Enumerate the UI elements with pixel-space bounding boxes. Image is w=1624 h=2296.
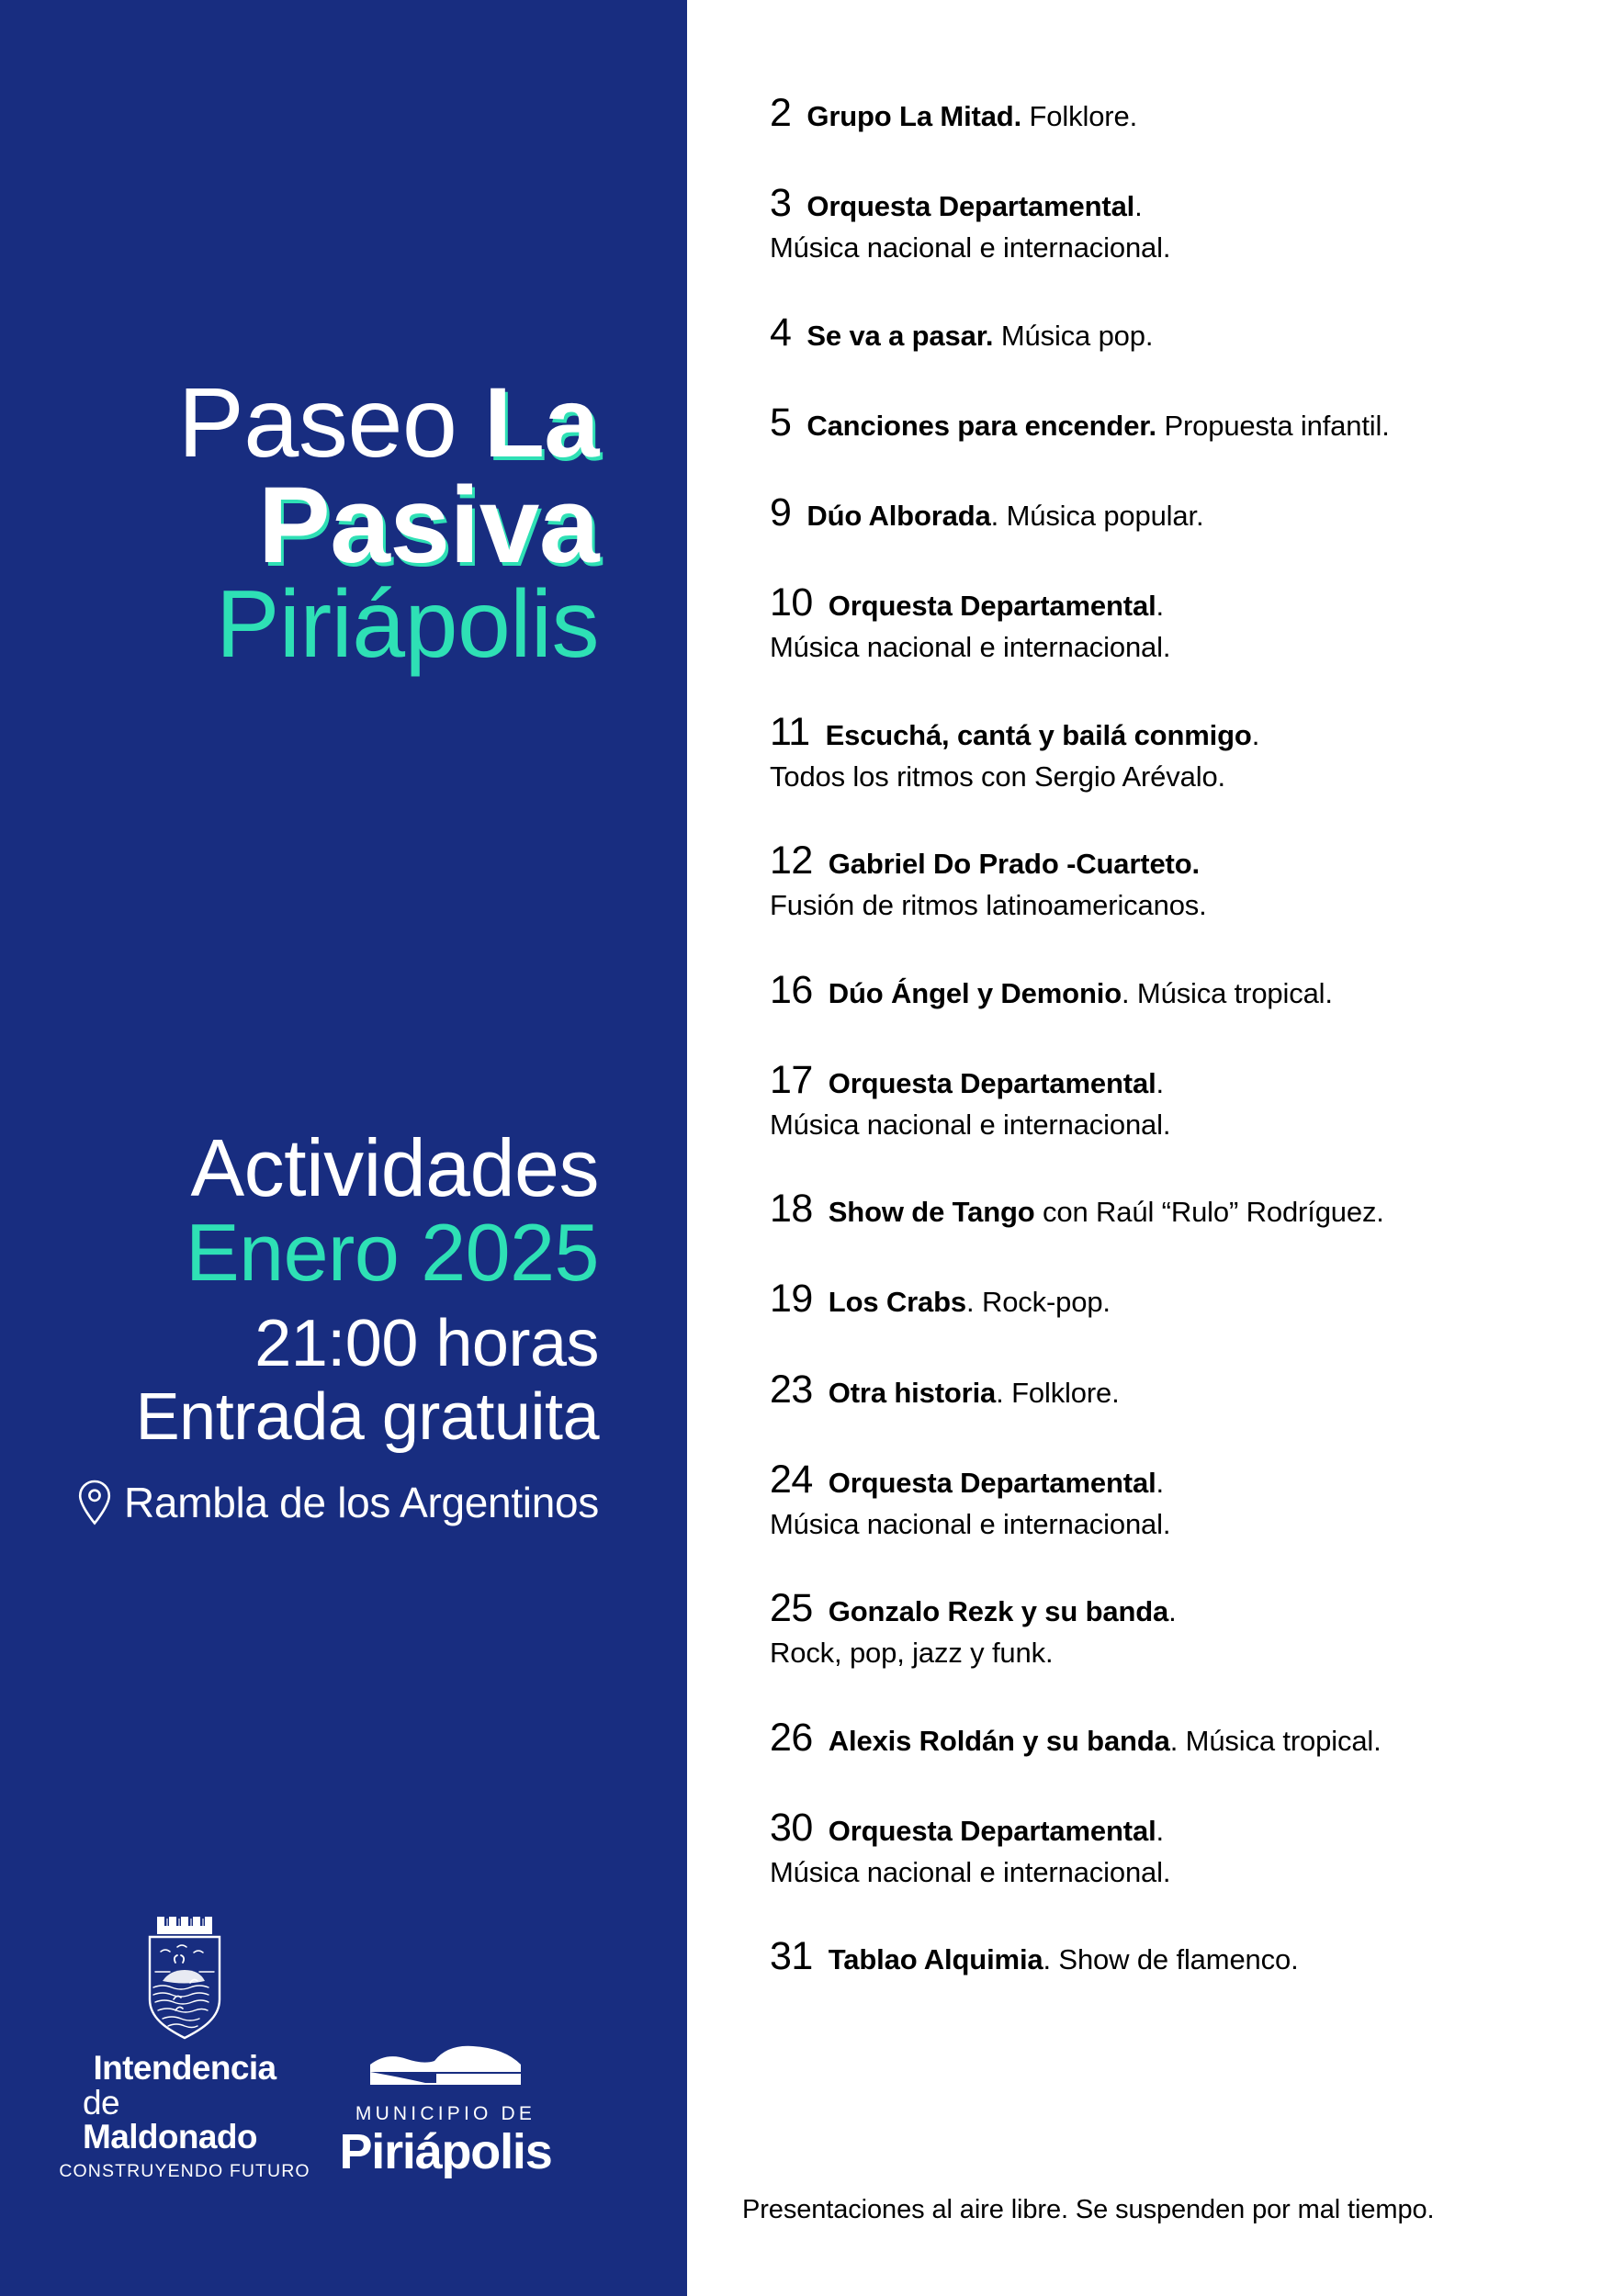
event-main-line xyxy=(770,488,1578,537)
event-main-line xyxy=(770,836,1578,885)
event-item xyxy=(770,578,1578,666)
title-line-1 xyxy=(0,366,599,478)
logo-municipio-piriapolis xyxy=(340,2041,551,2182)
event-item xyxy=(770,1713,1578,1762)
event-name: Los Crabs xyxy=(828,1286,967,1319)
event-name: Escuchá, cantá y bailá conmigo xyxy=(825,718,1252,751)
event-item xyxy=(770,1184,1578,1233)
event-day: 26 xyxy=(770,1715,813,1760)
event-name: Orquesta Departamental xyxy=(806,190,1135,223)
event-name: Gonzalo Rezk y su banda xyxy=(828,1595,1169,1628)
event-main-line xyxy=(770,1803,1578,1852)
intendencia-tagline: CONSTRUYENDO FUTURO xyxy=(59,2161,310,2182)
event-item xyxy=(770,707,1578,795)
event-main-line xyxy=(770,1931,1578,1981)
event-item xyxy=(770,1055,1578,1143)
event-description: . xyxy=(1134,190,1143,223)
logos-row xyxy=(59,1915,615,2182)
event-description: . Rock-pop. xyxy=(966,1286,1111,1319)
event-name: Dúo Ángel y Demonio xyxy=(828,976,1122,1009)
event-item xyxy=(770,398,1578,447)
event-day: 19 xyxy=(770,1277,813,1322)
event-main-line xyxy=(770,1583,1578,1633)
event-main-line xyxy=(770,1713,1578,1762)
poster-title xyxy=(0,366,643,678)
event-main-line xyxy=(770,398,1578,447)
event-list xyxy=(770,88,1578,2021)
event-description: . xyxy=(1156,590,1165,623)
event-description: con Raúl “Rulo” Rodríguez. xyxy=(1034,1196,1384,1229)
event-name: Orquesta Departamental xyxy=(828,1066,1156,1099)
event-item xyxy=(770,1455,1578,1543)
event-description: . Música tropical. xyxy=(1122,976,1333,1009)
event-description: . xyxy=(1168,1595,1177,1628)
intendencia-line2 xyxy=(83,2083,287,2156)
event-description: Música pop. xyxy=(993,319,1154,352)
event-main-line xyxy=(770,308,1578,357)
event-day: 2 xyxy=(770,91,792,135)
time-label: 21:00 horas xyxy=(254,1307,599,1381)
left-blue-panel xyxy=(0,0,687,2296)
event-item xyxy=(770,488,1578,537)
event-day: 25 xyxy=(770,1586,813,1631)
event-subtitle: Música nacional e internacional. xyxy=(770,631,1171,664)
event-name: Se va a pasar. xyxy=(806,319,994,352)
event-day: 5 xyxy=(770,400,792,445)
footnote: Presentaciones al aire libre. Se suspenden por mal tiempo. xyxy=(742,2195,1435,2224)
event-item xyxy=(770,836,1578,924)
event-name: Orquesta Departamental xyxy=(828,1466,1156,1499)
event-day: 17 xyxy=(770,1057,813,1102)
event-item xyxy=(770,178,1578,266)
activities-label: Actividades xyxy=(190,1122,599,1213)
event-description: Propuesta infantil. xyxy=(1156,409,1390,442)
event-item xyxy=(770,1803,1578,1891)
maldonado-coat-of-arms-icon xyxy=(135,1915,234,2043)
municipio-piriapolis-name: Piriápolis xyxy=(339,2124,552,2180)
event-subtitle: Música nacional e internacional. xyxy=(770,231,1171,264)
event-item xyxy=(770,308,1578,357)
event-subtitle: Música nacional e internacional. xyxy=(770,1507,1171,1540)
event-description: . xyxy=(1156,1466,1165,1499)
intendencia-de: de xyxy=(83,2083,119,2122)
intendencia-maldonado: Maldonado xyxy=(83,2118,257,2156)
event-day: 10 xyxy=(770,580,813,625)
title-pasiva: Pasiva xyxy=(258,464,599,586)
event-name: Orquesta Departamental xyxy=(828,590,1156,623)
event-day: 30 xyxy=(770,1805,813,1850)
event-day: 12 xyxy=(770,838,813,884)
info-block xyxy=(0,1122,643,1527)
event-day: 3 xyxy=(770,181,792,226)
event-name: Gabriel Do Prado -Cuarteto. xyxy=(828,848,1200,881)
event-subtitle: Rock, pop, jazz y funk. xyxy=(770,1637,1054,1670)
event-description: . Folklore. xyxy=(996,1376,1120,1409)
event-name: Alexis Roldán y su banda xyxy=(828,1724,1170,1757)
admission-label: Entrada gratuita xyxy=(135,1379,599,1454)
event-item xyxy=(770,1365,1578,1414)
event-item xyxy=(770,1583,1578,1671)
event-name: Canciones para encender. xyxy=(806,409,1156,442)
event-main-line xyxy=(770,1184,1578,1233)
title-piriapolis: Piriápolis xyxy=(216,570,599,678)
event-day: 23 xyxy=(770,1367,813,1412)
event-description: . xyxy=(1251,718,1260,751)
location-row xyxy=(0,1478,599,1527)
event-subtitle: Música nacional e internacional. xyxy=(770,1108,1171,1141)
event-day: 18 xyxy=(770,1187,813,1232)
event-subtitle: Música nacional e internacional. xyxy=(770,1856,1171,1888)
event-description: . xyxy=(1156,1066,1165,1099)
event-item xyxy=(770,1274,1578,1323)
title-paseo: Paseo xyxy=(177,366,484,478)
event-name: Show de Tango xyxy=(828,1196,1035,1229)
event-name: Tablao Alquimia xyxy=(828,1943,1043,1976)
event-name: Dúo Alborada xyxy=(806,499,991,532)
event-day: 24 xyxy=(770,1457,813,1502)
month-year-label: Enero 2025 xyxy=(185,1207,599,1298)
event-item xyxy=(770,965,1578,1015)
event-main-line xyxy=(770,1274,1578,1323)
logo-intendencia-maldonado xyxy=(59,1915,310,2182)
event-description: . Música popular. xyxy=(990,499,1204,532)
location-label: Rambla de los Argentinos xyxy=(124,1478,599,1526)
event-name: Grupo La Mitad. xyxy=(806,100,1022,132)
event-main-line xyxy=(770,178,1578,228)
event-name: Orquesta Departamental xyxy=(828,1814,1156,1847)
event-description: . xyxy=(1156,1814,1165,1847)
event-item xyxy=(770,1931,1578,1981)
intendencia-line1: Intendencia xyxy=(93,2049,276,2087)
event-main-line xyxy=(770,965,1578,1015)
right-white-panel xyxy=(687,0,1624,2296)
event-day: 9 xyxy=(770,490,792,535)
municipio-label: MUNICIPIO DE xyxy=(355,2103,536,2125)
event-item xyxy=(770,88,1578,138)
event-description: . Música tropical. xyxy=(1169,1724,1382,1757)
title-la: La xyxy=(483,366,599,478)
event-subtitle: Fusión de ritmos latinoamericanos. xyxy=(770,889,1207,922)
event-subtitle: Todos los ritmos con Sergio Arévalo. xyxy=(770,760,1226,793)
event-day: 4 xyxy=(770,310,792,355)
event-main-line xyxy=(770,88,1578,138)
event-main-line xyxy=(770,1455,1578,1504)
event-description: . Show de flamenco. xyxy=(1043,1943,1299,1976)
event-main-line xyxy=(770,578,1578,627)
event-main-line xyxy=(770,1055,1578,1105)
event-description: Folklore. xyxy=(1021,100,1138,132)
map-pin-icon xyxy=(76,1479,113,1526)
piriapolis-hills-icon xyxy=(368,2041,523,2092)
event-day: 11 xyxy=(770,709,810,754)
event-name: Otra historia xyxy=(828,1376,997,1409)
event-day: 31 xyxy=(770,1934,813,1979)
event-main-line xyxy=(770,1365,1578,1414)
event-day: 16 xyxy=(770,967,813,1012)
event-main-line xyxy=(770,707,1578,757)
